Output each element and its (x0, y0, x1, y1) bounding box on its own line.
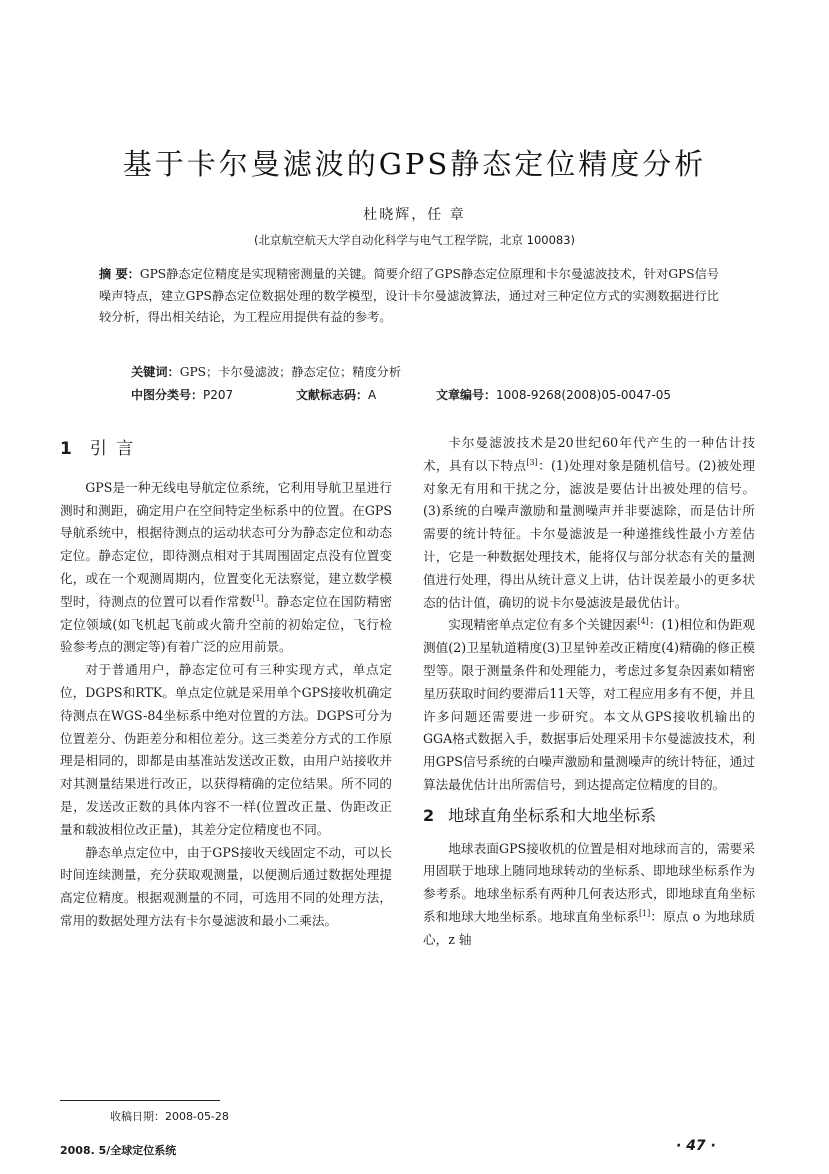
clc-code: 中图分类号：P207 (131, 388, 234, 402)
left-column (60, 432, 392, 933)
paragraph: 卡尔曼滤波技术是20世纪60年代产生的一种估计技术，具有以下特点[3]：(1)处理对象是随机信号。(2)被处理对象无有用和干扰之分，滤波是要估计出被处理的信号。(3)系统的白噪声激励和量测噪声并非要滤除，而是估计所需要的统计特征。卡尔曼滤波是一种递推线性最小方差估计，它是一种数据处理技术，能将仅与部分状态有关的量测值进行处理，得出从统计意义上讲，估计误差最小的更多状态的估计值，确切的说卡尔曼滤波是最优估计。 (423, 435, 755, 610)
abstract (99, 264, 719, 329)
section-2-heading: 2 地球直角坐标系和大地坐标系 (423, 805, 657, 825)
right-column (423, 432, 755, 952)
paragraph: 静态单点定位中，由于GPS接收天线固定不动，可以长时间连续测量，充分获取观测量，以便测后通过数据处理提高定位精度。根据观测量的不同，可选用不同的处理方法，常用的数据处理方法有卡尔曼滤波和最小二乘法。 (60, 844, 392, 928)
keywords-label: 关键词： (131, 365, 180, 379)
affiliation: (北京航空航天大学自动化科学与电气工程学院，北京 100083) (253, 233, 576, 247)
page-number: · 47 · (676, 1138, 716, 1154)
footnote-divider (60, 1100, 220, 1101)
received-date: 收稿日期：2008-05-28 (110, 1110, 229, 1123)
citation: [1] (638, 908, 651, 918)
paragraph: 地球表面GPS接收机的位置是相对地球而言的，需要采用固联于地球上随同地球转动的坐标系、即地球坐标系作为参考系。地球坐标系有两种几何表达形式，即地球直角坐标系和地球大地坐标系。地球直角坐标系[1]：原点 o 为地球质心，z 轴 (423, 840, 755, 947)
paragraph: 对于普通用户，静态定位可有三种实现方式，单点定位，DGPS和RTK。单点定位就是采用单个GPS接收机确定待测点在WGS-84坐标系中绝对位置的方法。DGPS可分为位置差分、伪距差分和相位差分。这三类差分方式的工作原理是相同的，即都是由基准站发送改正数，由用户站接收并对其测量结果进行改正，以获得精确的定位结果。所不同的是，发送改正数的具体内容不一样(位置改正量、伪距改正量和载波相位改正量)，其差分定位精度也不同。 (60, 662, 392, 837)
abstract-label: 摘 要： (99, 267, 140, 281)
journal-footer: 2008. 5/全球定位系统 (60, 1144, 177, 1157)
document-code: 文献标志码：A (296, 388, 377, 402)
section-1-heading: 1 引 言 (60, 439, 136, 459)
keywords-text: GPS；卡尔曼滤波；静态定位；精度分析 (179, 365, 402, 379)
article-number: 文章编号：1008-9268(2008)05-0047-05 (436, 388, 672, 402)
abstract-text: GPS静态定位精度是实现精密测量的关键。简要介绍了GPS静态定位原理和卡尔曼滤波技术，针对GPS信号噪声特点，建立GPS静态定位数据处理的数学模型，设计卡尔曼滤波算法，通过对三种定位方式的实测数据进行比较分析，得出相关结论，为工程应用提供有益的参考。 (99, 267, 720, 324)
paper-title: 基于卡尔曼滤波的GPS静态定位精度分析 (122, 147, 707, 181)
paragraph: 实现精密单点定位有多个关键因素[4]：(1)相位和伪距观测值(2)卫星轨道精度(3)卫星钟差改正精度(4)精确的修正模型等。限于测量条件和处理能力，考虑过多复杂因素如精密星历获取时间约要滞后11天等，对工程应用多有不便，并且许多问题还需要进一步研究。本文从GPS接收机输出的GGA格式数据入手，数据事后处理采用卡尔曼滤波技术，利用GPS信号系统的白噪声激励和量测噪声的统计特征，通过算法最优估计出所需信号，到达提高定位精度的目的。 (423, 617, 756, 792)
citation: [1] (252, 593, 264, 603)
keywords (131, 363, 401, 380)
citation: [4] (637, 617, 649, 627)
paragraph: GPS是一种无线电导航定位系统，它利用导航卫星进行测时和测距，确定用户在空间特定坐标系中的位置。在GPS导航系统中，根据待测点的运动状态可分为静态定位和动态定位。静态定位，即待测点相对于其周围固定点没有位置变化，或在一个观测周期内，位置变化无法察觉，建立数学模型时，待测点的位置可以看作常数[1]。静态定位在国防精密定位领域(如飞机起飞前或火箭升空前的初始定位，飞行检验参考点的测定等)有着广泛的应用前景。 (60, 479, 393, 655)
citation: [3] (526, 457, 538, 467)
authors: 杜晓辉，任 章 (363, 207, 466, 223)
